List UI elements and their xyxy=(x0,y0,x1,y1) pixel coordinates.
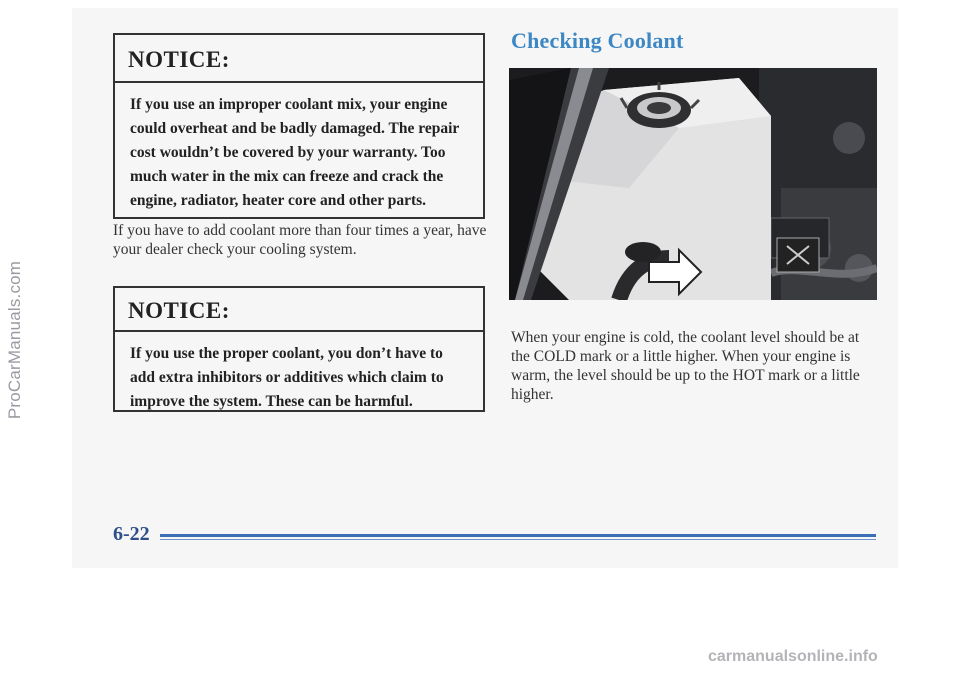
footer-rule xyxy=(160,534,876,537)
notice-body: If you use an improper coolant mix, your engine could overheat and be badly damaged. The repair cost wouldn’t be covered by your warranty. Too much water in the mix can freeze and crack the engine, radiator, heater core and other parts. xyxy=(130,96,459,209)
notice-heading: NOTICE: xyxy=(115,288,483,332)
notice-box-improper-coolant xyxy=(113,33,485,219)
coolant-level-paragraph: When your engine is cold, the coolant level should be at the COLD mark or a little higher. When your engine is warm, the level should be up to the HOT mark or a little higher. xyxy=(511,329,860,403)
side-watermark-text: ProCarManuals.com xyxy=(5,260,24,420)
notice-heading: NOTICE: xyxy=(115,35,483,83)
add-coolant-paragraph: If you have to add coolant more than four times a year, have your dealer check your cooling system. xyxy=(113,222,487,258)
notice-body: If you use the proper coolant, you don’t have to add extra inhibitors or additives which claim to improve the system. These can be harmful. xyxy=(130,345,444,410)
footer-rule-thin xyxy=(160,539,876,540)
coolant-reservoir-photo xyxy=(509,68,877,300)
bottom-watermark: carmanualsonline.info xyxy=(708,648,878,665)
section-title: Checking Coolant xyxy=(511,28,684,53)
page-number: 6-22 xyxy=(113,523,150,545)
side-watermark xyxy=(2,20,28,660)
notice-box-proper-coolant xyxy=(113,286,485,412)
coolant-reservoir-illustration xyxy=(509,68,877,300)
